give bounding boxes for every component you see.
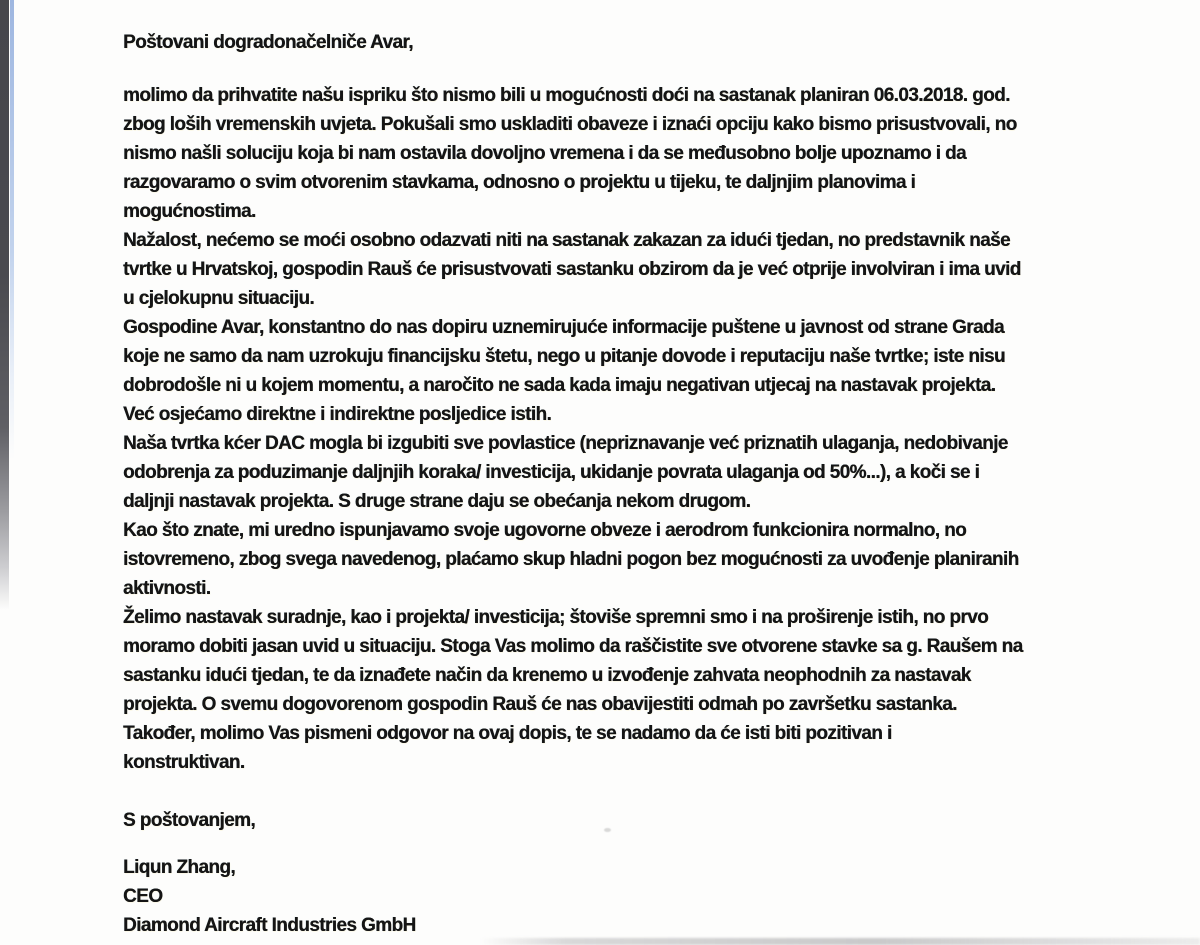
letter-line: sastanku idući tjedan, te da iznađete način da krenemo u izvođenje zahvata neophodnih za nastavak — [123, 665, 971, 686]
letter-line: odobrenja za poduzimanje daljnjih koraka/ investicija, ukidanje povrata ulaganja od 50%...), a koči se i — [123, 462, 980, 483]
letter-line: Kao što znate, mi uredno ispunjavamo svoje ugovorne obveze i aerodrom funkcionira normalno, no — [123, 520, 967, 541]
letter-line: daljnji nastavak projekta. S druge strane daju se obećanja nekom drugom. — [123, 491, 751, 512]
letter-closing: S poštovanjem, — [123, 810, 256, 831]
letter-line: Već osjećamo direktne i indirektne posljedice istih. — [123, 404, 552, 425]
letter-line: projekta. O svemu dogovorenom gospodin Rauš će nas obavijestiti odmah po završetku sastanka. — [123, 694, 957, 715]
scan-bottom-edge-artifact — [480, 938, 1200, 945]
signature-block — [123, 853, 416, 940]
letter-line: molimo da prihvatite našu ispriku što nismo bili u mogućnosti doći na sastanak planiran 06.03.2018. god. — [123, 85, 1010, 106]
scan-left-edge-blue-line-artifact — [10, 0, 14, 460]
letter-line: aktivnosti. — [123, 578, 211, 599]
letter-line: konstruktivan. — [123, 752, 245, 773]
scan-left-edge-artifact — [0, 0, 9, 610]
letter-greeting: Poštovani dogradonačelniče Avar, — [123, 32, 413, 53]
letter-line: u cjelokupnu situaciju. — [123, 288, 315, 309]
letter-line: Želimo nastavak suradnje, kao i projekta/ investicija; štoviše spremni smo i na proširenje istih, no prvo — [123, 607, 989, 628]
scan-speck-artifact — [604, 828, 611, 832]
letter-line: Gospodine Avar, konstantno do nas dopiru uznemirujuće informacije puštene u javnost od strane Grada — [123, 317, 1004, 338]
letter-line: dobrodošle ni u kojem momentu, a naročito ne sada kada imaju negativan utjecaj na nastavak projekta. — [123, 375, 996, 396]
signatory-title: CEO — [123, 886, 163, 907]
letter-line: moramo dobiti jasan uvid u situaciju. Stoga Vas molimo da raščistite sve otvorene stavke sa g. Raušem na — [123, 636, 1023, 657]
letter-line: razgovaramo o svim otvorenim stavkama, odnosno o projektu u tijeku, te daljnjim planovima i — [123, 172, 916, 193]
signatory-company: Diamond Aircraft Industries GmbH — [123, 915, 416, 936]
letter-line: koje ne samo da nam uzrokuju financijsku štetu, nego u pitanje dovode i reputaciju naše tvrtke; iste nisu — [123, 346, 1005, 367]
signatory-name: Liqun Zhang, — [123, 857, 236, 878]
letter-line: Nažalost, nećemo se moći osobno odazvati niti na sastanak zakazan za idući tjedan, no predstavnik naše — [123, 230, 1010, 251]
letter-line: zbog loših vremenskih uvjeta. Pokušali smo uskladiti obaveze i iznaći opciju kako bismo prisustvovali, no — [123, 114, 1017, 135]
letter-line: nismo našli soluciju koja bi nam ostavila dovoljno vremena i da se međusobno bolje upoznamo i da — [123, 143, 966, 164]
letter-line: mogućnostima. — [123, 201, 256, 222]
letter-line: Naša tvrtka kćer DAC mogla bi izgubiti sve povlastice (nepriznavanje već priznatih ulaganja, nedobivanje — [123, 433, 1008, 454]
letter-body — [123, 81, 1170, 777]
letter-line: Također, molimo Vas pismeni odgovor na ovaj dopis, te se nadamo da će isti biti pozitivan i — [123, 723, 892, 744]
letter-line: istovremeno, zbog svega navedenog, plaćamo skup hladni pogon bez mogućnosti za uvođenje planiranih — [123, 549, 1019, 570]
letter-line: tvrtke u Hrvatskoj, gospodin Rauš će prisustvovati sastanku obzirom da je već otprije involviran i ima uvid — [123, 259, 1021, 280]
